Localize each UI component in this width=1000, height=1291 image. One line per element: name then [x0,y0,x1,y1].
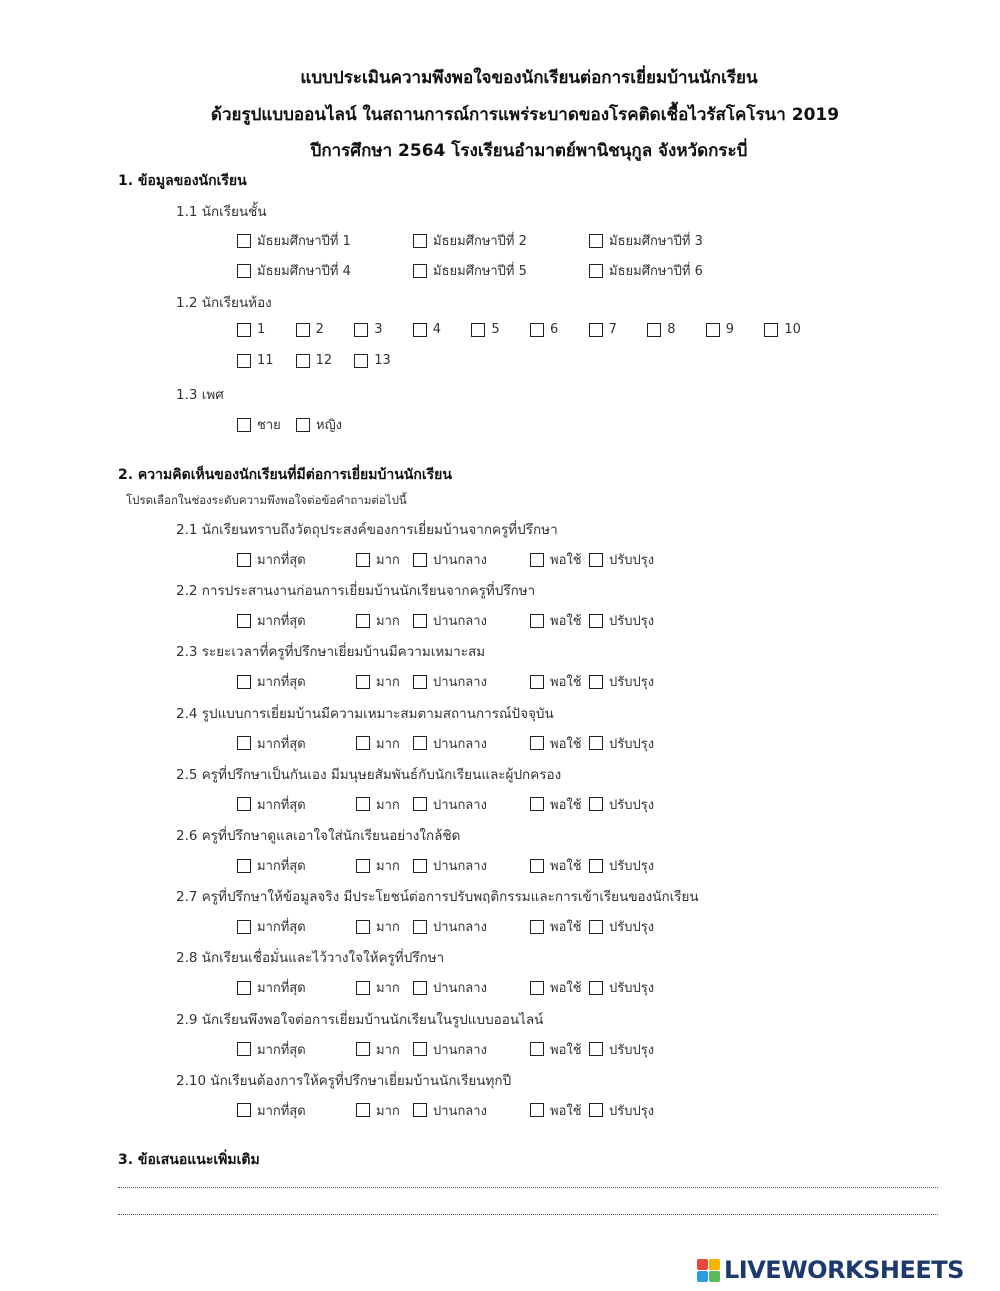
logo-mark-icon [697,1259,720,1282]
liveworksheets-logo [697,1256,964,1284]
option-label: ปรับปรุง [609,675,655,691]
rating-option[interactable] [237,733,306,754]
option-label: ปรับปรุง [609,1042,655,1058]
checkbox-icon[interactable] [413,736,427,750]
option-label: มากที่สุด [257,614,306,630]
room-option[interactable] [296,322,324,337]
logo-square-4 [709,1271,720,1282]
rating-option[interactable] [530,549,582,570]
q1-1-label: 1.1 นักเรียนชั้น [176,204,267,220]
checkbox-icon[interactable] [237,675,251,689]
option-label: ปานกลาง [433,1103,487,1119]
rating-option[interactable] [237,855,306,876]
rating-option[interactable] [237,549,306,570]
room-option[interactable] [237,322,265,337]
rating-option[interactable] [237,916,306,937]
option-label: 1 [257,322,266,337]
gender-option[interactable] [296,414,342,435]
checkbox-icon[interactable] [237,1103,251,1117]
rating-option[interactable] [413,1039,487,1060]
option-label: พอใช้ [550,920,582,936]
option-label: ปรับปรุง [609,736,655,752]
option-label: 13 [374,353,391,368]
option-label: พอใช้ [550,981,582,997]
rating-option[interactable] [530,977,582,998]
rating-option[interactable] [237,794,306,815]
option-label: พอใช้ [550,1103,582,1119]
option-label: 12 [315,353,333,368]
rating-option[interactable] [356,794,400,815]
checkbox-icon[interactable] [413,981,427,995]
rating-option[interactable] [530,794,582,815]
rating-option[interactable] [413,794,487,815]
option-label: มัธยมศึกษาปีที่ 5 [433,264,527,279]
checkbox-icon[interactable] [237,323,251,337]
option-label: มัธยมศึกษาปีที่ 2 [433,234,527,249]
option-label: ปานกลาง [433,614,487,630]
rating-option[interactable] [356,916,400,937]
rating-option[interactable] [356,855,400,876]
option-label: มัธยมศึกษาปีที่ 3 [609,234,703,249]
option-label: มากที่สุด [257,920,306,936]
option-label: ชาย [257,418,281,433]
section1-title: 1. ข้อมูลของนักเรียน [118,173,247,189]
rating-option[interactable] [356,977,400,998]
rating-option[interactable] [530,855,582,876]
rating-option[interactable] [237,671,306,692]
checkbox-icon[interactable] [356,553,370,567]
room-option[interactable] [647,322,675,337]
rating-option[interactable] [589,916,654,937]
option-label: 6 [550,322,559,337]
option-label: มัธยมศึกษาปีที่ 1 [257,234,351,249]
checkbox-icon[interactable] [589,553,603,567]
checkbox-icon[interactable] [356,859,370,873]
q1-2-label: 1.2 นักเรียนห้อง [176,295,272,311]
option-label: ปรับปรุง [609,614,655,630]
option-label: ปานกลาง [433,736,487,752]
rating-question-label: 2.8 นักเรียนเชื่อมั่นและไว้วางใจให้ครูที่ปรึกษา [176,950,445,967]
room-option[interactable] [471,322,499,337]
option-label: หญิง [316,418,342,433]
checkbox-icon[interactable] [356,736,370,750]
option-label: 7 [608,322,617,337]
checkbox-icon[interactable] [589,1042,603,1056]
checkbox-icon[interactable] [589,736,603,750]
option-label: ปรับปรุง [609,859,655,874]
checkbox-icon[interactable] [237,1042,251,1056]
rating-option[interactable] [589,733,654,754]
checkbox-icon[interactable] [589,264,603,278]
q1-3-label: 1.3 เพศ [176,387,224,403]
option-label: ปานกลาง [433,797,487,813]
checkbox-icon[interactable] [237,981,251,995]
suggestion-line-2[interactable] [118,1214,938,1215]
checkbox-icon[interactable] [413,1103,427,1117]
option-label: ปานกลาง [433,920,487,936]
checkbox-icon[interactable] [589,614,603,628]
section2-title: 2. ความคิดเห็นของนักเรียนที่มีต่อการเยี่ยมบ้านนักเรียน [118,467,452,483]
rating-option[interactable] [589,794,654,815]
checkbox-icon[interactable] [471,323,485,337]
option-label: มาก [376,797,400,813]
checkbox-icon[interactable] [530,553,544,567]
rating-option[interactable] [356,733,400,754]
suggestion-line-1[interactable] [118,1187,938,1188]
checkbox-icon[interactable] [589,323,603,337]
option-label: ปรับปรุง [609,1103,655,1119]
grade-option[interactable] [237,230,351,251]
checkbox-icon[interactable] [764,323,778,337]
section3-title: 3. ข้อเสนอแนะเพิ่มเติม [118,1152,260,1168]
room-option[interactable] [764,322,801,337]
option-label: มากที่สุด [257,797,306,813]
checkbox-icon[interactable] [413,323,427,337]
checkbox-icon[interactable] [413,797,427,811]
checkbox-icon[interactable] [530,614,544,628]
option-label: 9 [725,322,735,337]
option-label: พอใช้ [550,1042,582,1058]
rating-question-label: 2.1 นักเรียนทราบถึงวัตถุประสงค์ของการเยี่ยมบ้านจากครูที่ปรึกษา [176,522,558,538]
rating-option[interactable] [356,610,400,631]
section2-instruction: โปรดเลือกในช่องระดับความพึงพอใจต่อข้อคำถามต่อไปนี้ [126,493,407,507]
checkbox-icon[interactable] [413,920,427,934]
rating-option[interactable] [237,610,306,631]
option-label: ปรับปรุง [609,797,655,813]
option-label: มาก [376,614,400,630]
option-label: มาก [376,553,400,568]
checkbox-icon[interactable] [296,418,310,432]
option-label: มาก [376,1103,400,1119]
checkbox-icon[interactable] [237,354,251,368]
rating-option[interactable] [589,671,654,692]
checkbox-icon[interactable] [413,859,427,873]
rating-option[interactable] [589,549,654,570]
option-label: ปรับปรุง [609,981,655,997]
rating-option[interactable] [589,610,654,631]
checkbox-icon[interactable] [237,418,251,432]
checkbox-icon[interactable] [296,323,310,337]
option-label: พอใช้ [550,553,582,568]
checkbox-icon[interactable] [589,981,603,995]
form-school-line: ปีการศึกษา 2564 โรงเรียนอำมาตย์พานิชนุกูล จังหวัดกระบี่ [310,141,748,161]
checkbox-icon[interactable] [530,1103,544,1117]
room-option[interactable] [530,322,558,337]
rating-option[interactable] [530,671,582,692]
rating-option[interactable] [530,733,582,754]
rating-question-label: 2.4 รูปแบบการเยี่ยมบ้านมีความเหมาะสมตามสถานการณ์ปัจจุบัน [176,705,554,722]
checkbox-icon[interactable] [413,1042,427,1056]
grade-option[interactable] [589,260,703,281]
option-label: ปานกลาง [433,553,487,568]
checkbox-icon[interactable] [237,920,251,934]
checkbox-icon[interactable] [530,859,544,873]
checkbox-icon[interactable] [530,1042,544,1056]
option-label: ปานกลาง [433,1042,487,1058]
rating-option[interactable] [356,549,400,570]
rating-option[interactable] [530,916,582,937]
grade-option[interactable] [237,260,351,281]
rating-option[interactable] [356,1100,400,1121]
rating-option[interactable] [589,1039,654,1060]
rating-question-label: 2.10 นักเรียนต้องการให้ครูที่ปรึกษาเยี่ยมบ้านนักเรียนทุกปี [176,1072,512,1089]
rating-option[interactable] [589,977,654,998]
rating-option[interactable] [589,1100,654,1121]
checkbox-icon[interactable] [647,323,661,337]
checkbox-icon[interactable] [530,920,544,934]
rating-option[interactable] [530,1039,582,1060]
rating-option[interactable] [237,977,306,998]
option-label: ปานกลาง [433,675,487,691]
rating-option[interactable] [356,671,400,692]
logo-square-2 [709,1259,720,1270]
rating-option[interactable] [413,855,487,876]
checkbox-icon[interactable] [589,1103,603,1117]
checkbox-icon[interactable] [237,614,251,628]
checkbox-icon[interactable] [413,675,427,689]
option-label: ปานกลาง [433,981,487,997]
checkbox-icon[interactable] [237,553,251,567]
checkbox-icon[interactable] [530,797,544,811]
rating-option[interactable] [413,610,487,631]
rating-option[interactable] [413,977,487,998]
rating-question-label: 2.5 ครูที่ปรึกษาเป็นกันเอง มีมนุษยสัมพันธ์กับนักเรียนและผู้ปกครอง [176,766,562,783]
option-label: มาก [376,920,400,936]
checkbox-icon[interactable] [589,797,603,811]
checkbox-icon[interactable] [589,920,603,934]
checkbox-icon[interactable] [356,1103,370,1117]
rating-option[interactable] [589,855,654,876]
room-option[interactable] [237,353,274,368]
checkbox-icon[interactable] [356,675,370,689]
room-option[interactable] [354,353,391,368]
option-label: มากที่สุด [257,553,306,568]
checkbox-icon[interactable] [589,675,603,689]
checkbox-icon[interactable] [356,797,370,811]
option-label: มัธยมศึกษาปีที่ 6 [609,264,703,279]
option-label: มัธยมศึกษาปีที่ 4 [257,264,351,279]
option-label: พอใช้ [550,614,582,630]
checkbox-icon[interactable] [356,981,370,995]
option-label: มากที่สุด [257,1103,306,1119]
rating-question-label: 2.2 การประสานงานก่อนการเยี่ยมบ้านนักเรียนจากครูที่ปรึกษา [176,583,536,600]
option-label: พอใช้ [550,797,582,813]
option-label: มาก [376,736,400,752]
option-label: 5 [491,322,500,337]
rating-option[interactable] [413,671,487,692]
grade-option[interactable] [413,230,527,251]
rating-option[interactable] [356,1039,400,1060]
checkbox-icon[interactable] [356,1042,370,1056]
option-label: มาก [376,981,400,997]
option-label: มาก [376,675,400,691]
option-label: มากที่สุด [257,859,306,874]
checkbox-icon[interactable] [413,264,427,278]
checkbox-icon[interactable] [356,920,370,934]
checkbox-icon[interactable] [237,797,251,811]
checkbox-icon[interactable] [530,323,544,337]
rating-option[interactable] [413,733,487,754]
grade-option[interactable] [413,260,527,281]
rating-option[interactable] [413,1100,487,1121]
checkbox-icon[interactable] [237,234,251,248]
form-subtitle: ด้วยรูปแบบออนไลน์ ในสถานการณ์การแพร่ระบาดของโรคติดเชื้อไวรัสโคโรนา 2019 [210,105,840,125]
option-label: มากที่สุด [257,1042,306,1058]
checkbox-icon[interactable] [413,553,427,567]
option-label: พอใช้ [550,675,582,691]
option-label: ปรับปรุง [609,920,655,936]
option-label: พอใช้ [550,736,582,752]
rating-option[interactable] [530,610,582,631]
checkbox-icon[interactable] [530,736,544,750]
rating-option[interactable] [413,916,487,937]
rating-question-label: 2.6 ครูที่ปรึกษาดูแลเอาใจใส่นักเรียนอย่างใกล้ชิด [176,828,461,844]
room-option[interactable] [354,322,382,337]
checkbox-icon[interactable] [413,614,427,628]
checkbox-icon[interactable] [237,264,251,278]
option-label: มาก [376,1042,400,1058]
option-label: ปานกลาง [433,859,487,874]
rating-option[interactable] [237,1039,306,1060]
logo-text: LIVEWORKSHEETS [724,1256,964,1284]
checkbox-icon[interactable] [530,675,544,689]
gender-option[interactable] [237,414,281,435]
rating-question-label: 2.3 ระยะเวลาที่ครูที่ปรึกษาเยี่ยมบ้านมีความเหมาะสม [176,644,486,661]
room-option[interactable] [589,322,617,337]
checkbox-icon[interactable] [237,859,251,873]
option-label: 10 [784,322,801,337]
rating-question-label: 2.9 นักเรียนพึงพอใจต่อการเยี่ยมบ้านนักเรียนในรูปแบบออนไลน์ [176,1011,544,1028]
checkbox-icon[interactable] [354,323,368,337]
form-title: แบบประเมินความพึงพอใจของนักเรียนต่อการเยี่ยมบ้านนักเรียน [300,68,758,88]
rating-option[interactable] [413,549,487,570]
checkbox-icon[interactable] [354,354,368,368]
option-label: 4 [432,322,442,337]
checkbox-icon[interactable] [589,859,603,873]
rating-option[interactable] [237,1100,306,1121]
option-label: มากที่สุด [257,981,306,997]
checkbox-icon[interactable] [296,354,310,368]
checkbox-icon[interactable] [356,614,370,628]
option-label: 8 [667,322,676,337]
checkbox-icon[interactable] [413,234,427,248]
option-label: 11 [257,353,274,368]
room-option[interactable] [413,322,441,337]
grade-option[interactable] [589,230,703,251]
option-label: มากที่สุด [257,675,306,691]
option-label: 2 [315,322,324,337]
rating-question-label: 2.7 ครูที่ปรึกษาให้ข้อมูลจริง มีประโยชน์ต่อการปรับพฤติกรรมและการเข้าเรียนของนักเรียน [176,889,699,906]
checkbox-icon[interactable] [589,234,603,248]
room-option[interactable] [296,353,333,368]
logo-square-1 [697,1259,708,1270]
checkbox-icon[interactable] [237,736,251,750]
room-option[interactable] [706,322,734,337]
option-label: มากที่สุด [257,736,306,752]
checkbox-icon[interactable] [530,981,544,995]
option-label: มาก [376,859,400,874]
option-label: ปรับปรุง [609,553,655,568]
logo-square-3 [697,1271,708,1282]
option-label: พอใช้ [550,859,582,874]
rating-option[interactable] [530,1100,582,1121]
option-label: 3 [374,322,383,337]
checkbox-icon[interactable] [706,323,720,337]
